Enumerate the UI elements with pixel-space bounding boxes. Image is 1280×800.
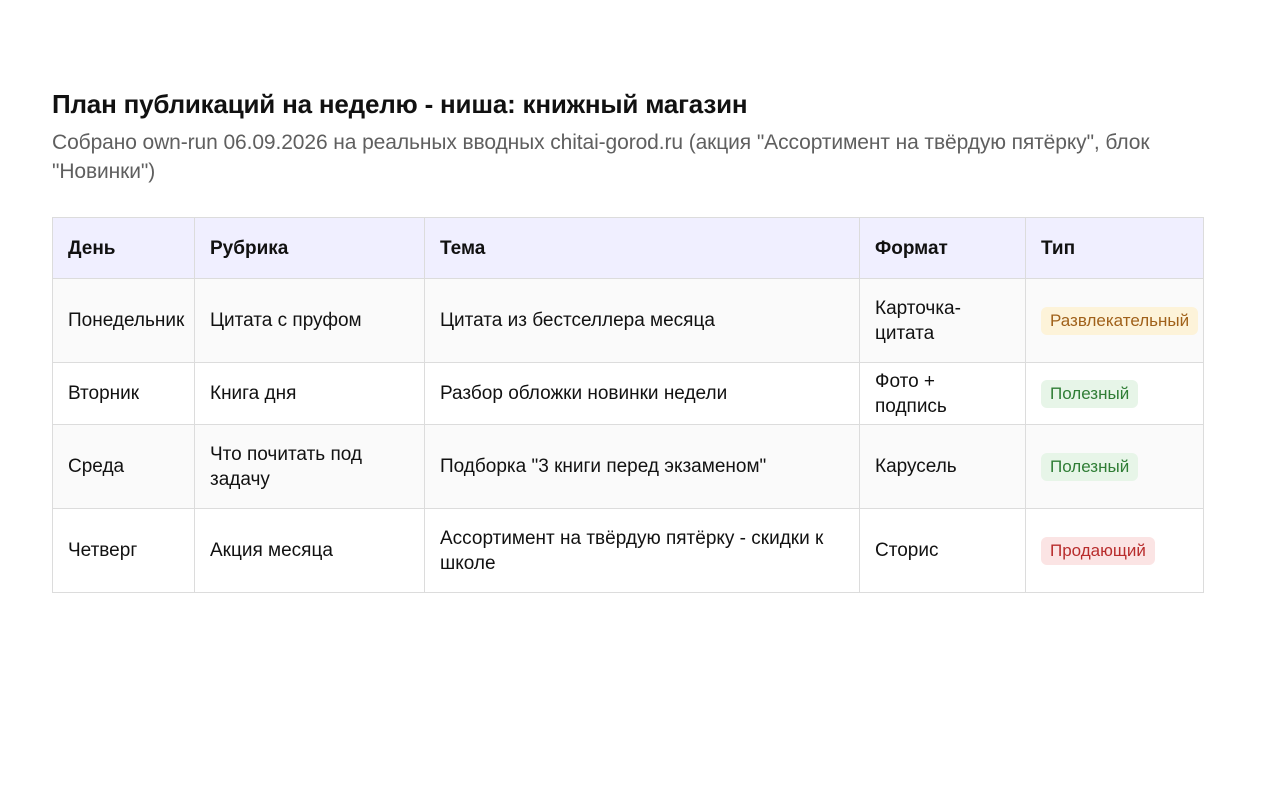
table-row xyxy=(53,279,1204,363)
table-header-row xyxy=(53,218,1204,279)
cell-type xyxy=(1026,425,1204,509)
column-header-format: Формат xyxy=(860,218,1026,279)
column-header-theme: Тема xyxy=(425,218,860,279)
cell-format: Карточка-цитата xyxy=(860,279,1026,363)
type-badge: Продающий xyxy=(1041,537,1155,565)
cell-format: Фото + подпись xyxy=(860,363,1026,425)
publication-plan-table xyxy=(52,217,1204,593)
cell-theme: Ассортимент на твёрдую пятёрку - скидки к школе xyxy=(425,509,860,593)
cell-format: Сторис xyxy=(860,509,1026,593)
cell-rubric: Что почитать под задачу xyxy=(195,425,425,509)
cell-format: Карусель xyxy=(860,425,1026,509)
cell-day: Среда xyxy=(53,425,195,509)
column-header-type: Тип xyxy=(1026,218,1204,279)
cell-theme: Подборка "3 книги перед экзаменом" xyxy=(425,425,860,509)
page-title: План публикаций на неделю - ниша: книжный магазин xyxy=(52,89,748,119)
cell-day: Четверг xyxy=(53,509,195,593)
column-header-rubric: Рубрика xyxy=(195,218,425,279)
cell-rubric: Книга дня xyxy=(195,363,425,425)
type-badge: Полезный xyxy=(1041,380,1138,408)
cell-theme: Цитата из бестселлера месяца xyxy=(425,279,860,363)
type-badge: Полезный xyxy=(1041,453,1138,481)
cell-type xyxy=(1026,279,1204,363)
page-subtitle: Собрано own-run 06.09.2026 на реальных вводных chitai-gorod.ru (акция "Ассортимент на твёрдую пятёрку", блок "Новинки") xyxy=(52,131,1150,183)
cell-rubric: Акция месяца xyxy=(195,509,425,593)
table-row xyxy=(53,363,1204,425)
table-row xyxy=(53,425,1204,509)
cell-type xyxy=(1026,363,1204,425)
cell-rubric: Цитата с пруфом xyxy=(195,279,425,363)
type-badge: Развлекательный xyxy=(1041,307,1198,335)
cell-day: Понедельник xyxy=(53,279,195,363)
cell-day: Вторник xyxy=(53,363,195,425)
table-row xyxy=(53,509,1204,593)
cell-theme: Разбор обложки новинки недели xyxy=(425,363,860,425)
cell-type xyxy=(1026,509,1204,593)
column-header-day: День xyxy=(53,218,195,279)
